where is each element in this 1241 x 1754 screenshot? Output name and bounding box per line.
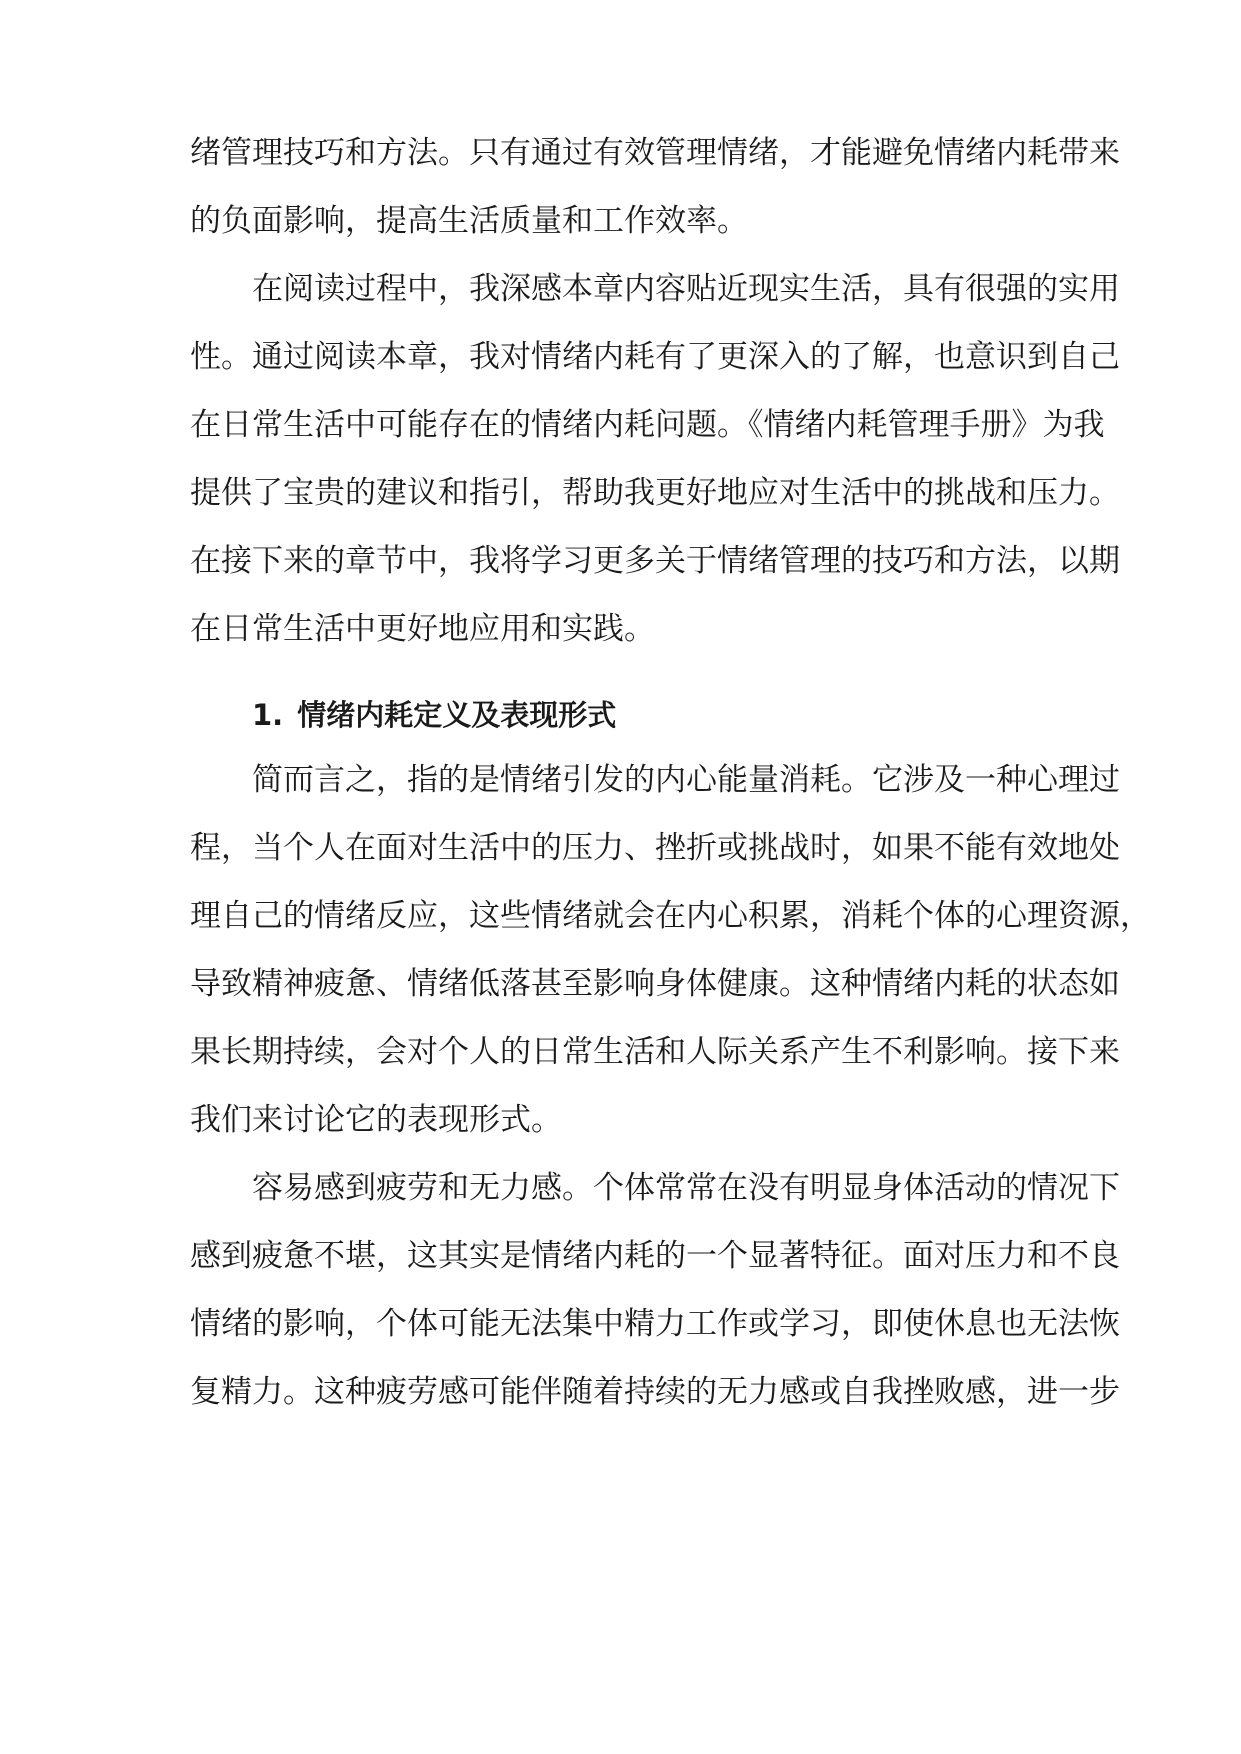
- paragraph-4-line-4: 复精力。这种疲劳感可能伴随着持续的无力感或自我挫败感，进一步: [190, 1374, 1120, 1410]
- paragraph-2-line-4: 提供了宝贵的建议和指引，帮助我更好地应对生活中的挑战和压力。: [190, 475, 1120, 511]
- paragraph-4-line-1: 容易感到疲劳和无力感。个体常常在没有明显身体活动的情况下: [252, 1170, 1120, 1206]
- paragraph-3-line-5: 果长期持续，会对个人的日常生活和人际关系产生不利影响。接下来: [190, 1034, 1120, 1070]
- section-heading-number: 1.: [252, 698, 284, 732]
- paragraph-4-line-3: 情绪的影响，个体可能无法集中精力工作或学习，即使休息也无法恢: [190, 1306, 1120, 1342]
- paragraph-2-line-3: 在日常生活中可能存在的情绪内耗问题。《情绪内耗管理手册》为我: [190, 407, 1105, 443]
- paragraph-3-line-3: 理自己的情绪反应，这些情绪就会在内心积累，消耗个体的心理资源，: [190, 898, 1151, 934]
- paragraph-3-line-1: 简而言之，指的是情绪引发的内心能量消耗。它涉及一种心理过: [252, 762, 1120, 798]
- section-heading-title: 情绪内耗定义及表现形式: [297, 698, 617, 732]
- paragraph-3-line-6: 我们来讨论它的表现形式。: [190, 1102, 562, 1138]
- paragraph-1-line-2: 的负面影响，提高生活质量和工作效率。: [190, 203, 748, 239]
- paragraph-3-line-2: 程，当个人在面对生活中的压力、挫折或挑战时，如果不能有效地处: [190, 830, 1120, 866]
- section-heading: [252, 695, 1132, 735]
- paragraph-4-line-2: 感到疲惫不堪，这其实是情绪内耗的一个显著特征。面对压力和不良: [190, 1238, 1120, 1274]
- paragraph-2-line-6: 在日常生活中更好地应用和实践。: [190, 611, 655, 647]
- paragraph-2-line-5: 在接下来的章节中，我将学习更多关于情绪管理的技巧和方法，以期: [190, 543, 1120, 579]
- paragraph-3-line-4: 导致精神疲惫、情绪低落甚至影响身体健康。这种情绪内耗的状态如: [190, 966, 1120, 1002]
- paragraph-1-line-1: 绪管理技巧和方法。只有通过有效管理情绪，才能避免情绪内耗带来: [190, 135, 1120, 171]
- paragraph-2-line-2: 性。通过阅读本章，我对情绪内耗有了更深入的了解，也意识到自己: [190, 339, 1120, 375]
- paragraph-2-line-1: 在阅读过程中，我深感本章内容贴近现实生活，具有很强的实用: [252, 271, 1120, 307]
